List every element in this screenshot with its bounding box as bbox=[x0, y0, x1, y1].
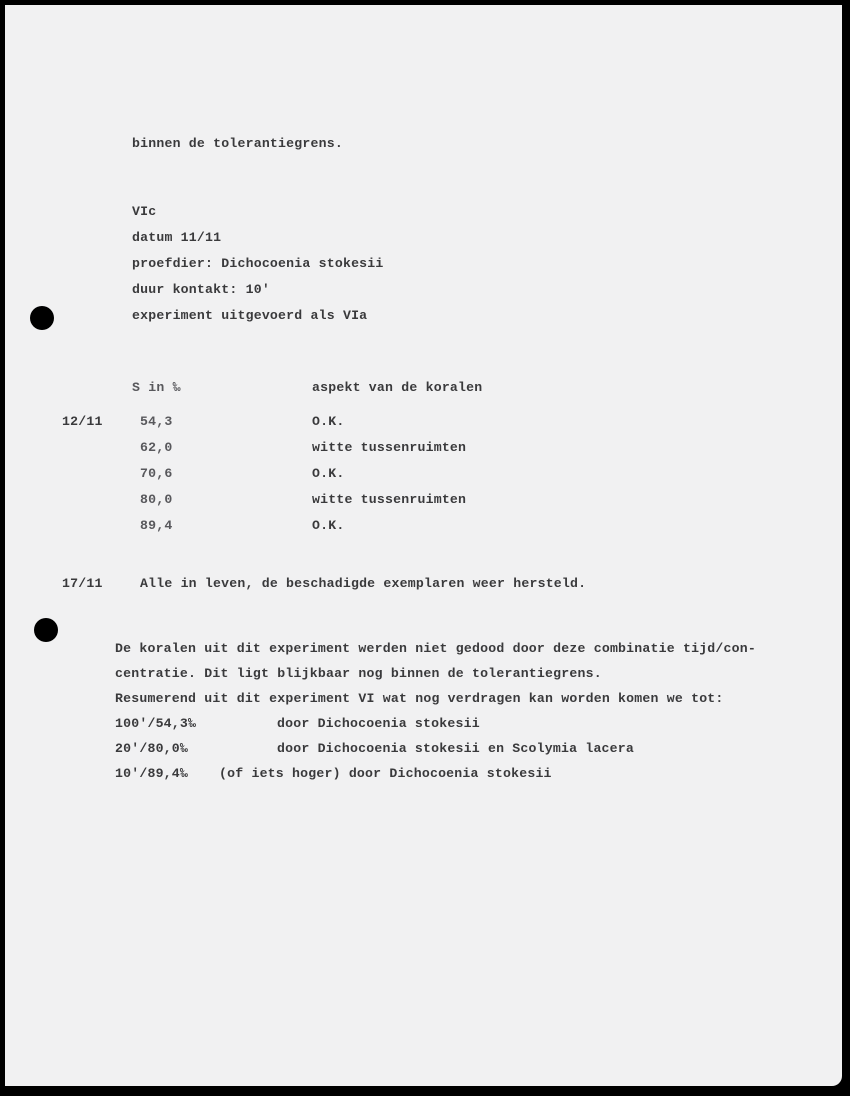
result-dose: 100'/54,3‰ bbox=[115, 716, 197, 731]
table-row-s: 89,4 bbox=[140, 518, 173, 533]
table-row-aspect: O.K. bbox=[312, 414, 345, 429]
table-row-aspect: O.K. bbox=[312, 518, 345, 533]
section-proefdier: proefdier: Dichocoenia stokesii bbox=[132, 256, 384, 271]
table-row-s: 62,0 bbox=[140, 440, 173, 455]
header-aspect: aspekt van de koralen bbox=[312, 380, 483, 395]
followup-text: Alle in leven, de beschadigde exemplaren weer hersteld. bbox=[140, 576, 587, 591]
punch-hole-top bbox=[30, 306, 54, 330]
result-text: door Dichocoenia stokesii en Scolymia lacera bbox=[277, 741, 635, 756]
section-id: VIc bbox=[132, 204, 157, 219]
header-salinity: S in ‰ bbox=[132, 380, 181, 395]
section-uitvoering: experiment uitgevoerd als VIa bbox=[132, 308, 368, 323]
result-text: door Dichocoenia stokesii bbox=[277, 716, 480, 731]
table-row-s: 54,3 bbox=[140, 414, 173, 429]
result-dose: 20'/80,0‰ bbox=[115, 741, 189, 756]
table-row-aspect: witte tussenruimten bbox=[312, 440, 467, 455]
section-duur: duur kontakt: 10' bbox=[132, 282, 270, 297]
section-datum: datum 11/11 bbox=[132, 230, 222, 245]
table-row-s: 70,6 bbox=[140, 466, 173, 481]
intro-line: binnen de tolerantiegrens. bbox=[132, 136, 343, 151]
conclusion-line-2: centratie. Dit ligt blijkbaar nog binnen de tolerantiegrens. bbox=[115, 666, 602, 681]
result-text: (of iets hoger) door Dichocoenia stokesii bbox=[219, 766, 552, 781]
conclusion-line-1: De koralen uit dit experiment werden niet gedood door deze combinatie tijd/con- bbox=[115, 641, 756, 656]
table-row-s: 80,0 bbox=[140, 492, 173, 507]
table-row-aspect: O.K. bbox=[312, 466, 345, 481]
followup-date: 17/11 bbox=[62, 576, 103, 591]
conclusion-line-3: Resumerend uit dit experiment VI wat nog verdragen kan worden komen we tot: bbox=[115, 691, 724, 706]
result-dose: 10'/89,4‰ bbox=[115, 766, 189, 781]
punch-hole-bottom bbox=[34, 618, 58, 642]
table-row-aspect: witte tussenruimten bbox=[312, 492, 467, 507]
document-page bbox=[5, 5, 842, 1086]
table-date: 12/11 bbox=[62, 414, 103, 429]
